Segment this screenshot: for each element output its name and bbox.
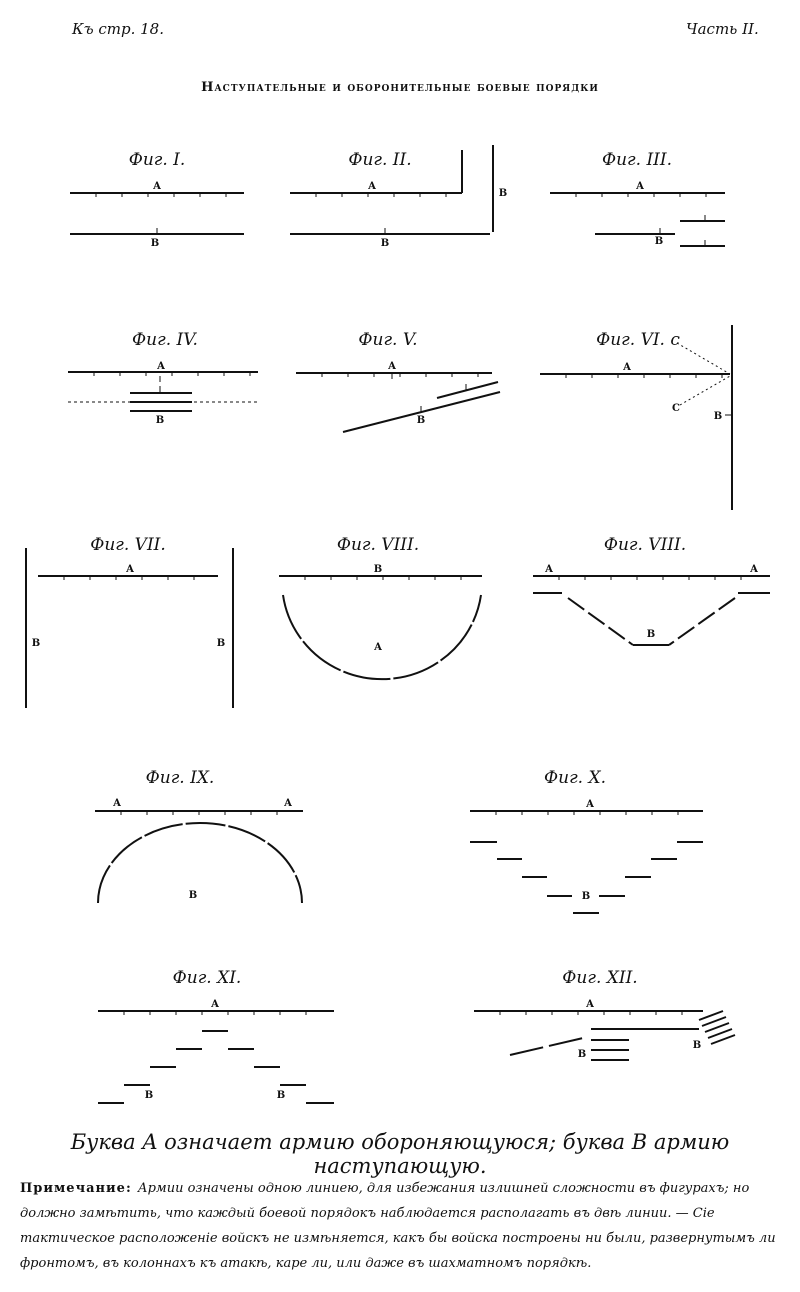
letter-a: A bbox=[388, 361, 396, 372]
letter-b: B bbox=[31, 638, 41, 649]
part-number: Часть II. bbox=[686, 20, 759, 38]
letter-b: B bbox=[646, 629, 656, 640]
figure-label: Фиг. IX. bbox=[145, 768, 215, 788]
letter-a: A bbox=[374, 642, 382, 653]
letter-b: B bbox=[150, 238, 160, 249]
letter-a: A bbox=[623, 362, 631, 373]
figure-label: Фиг. I. bbox=[128, 150, 186, 170]
footnote-label: Примечание: bbox=[20, 1181, 132, 1196]
letter-a: A bbox=[113, 798, 121, 809]
figure-label: Фиг. VIII. bbox=[603, 535, 687, 555]
figure-label: Фиг. VIII. bbox=[336, 535, 420, 555]
figure-8a-diagram bbox=[279, 576, 482, 679]
letter-b: B bbox=[416, 415, 426, 426]
letter-b: B bbox=[713, 411, 723, 422]
letter-a: A bbox=[545, 564, 553, 575]
letter-a: A bbox=[126, 564, 134, 575]
letter-b: B bbox=[216, 638, 226, 649]
letter-b: B bbox=[155, 415, 165, 426]
legend-caption: Буква A означает армию обороняющуюся; буква B армию наступающую. bbox=[70, 1130, 730, 1178]
army-letters bbox=[32, 181, 758, 1101]
letter-b: B bbox=[654, 236, 664, 247]
letter-b: B bbox=[188, 890, 198, 901]
letter-a: A bbox=[157, 361, 165, 372]
letter-c: C bbox=[672, 403, 680, 414]
figure-label: Фиг. V. bbox=[358, 330, 418, 350]
figure-label: Фиг. VII. bbox=[90, 535, 166, 555]
letter-b: B bbox=[373, 564, 383, 575]
figure-label: Фиг. XI. bbox=[172, 968, 242, 988]
footnote bbox=[20, 1176, 782, 1276]
letter-a: A bbox=[586, 999, 594, 1010]
figure-3-diagram bbox=[550, 193, 725, 246]
letter-a: A bbox=[211, 999, 219, 1010]
figure-label: Фиг. II. bbox=[348, 150, 412, 170]
letter-a: A bbox=[368, 181, 376, 192]
figure-5-diagram bbox=[296, 373, 500, 432]
letter-b: B bbox=[380, 238, 390, 249]
footnote-text: Армии означены одною линиею, для избежания излишней сложности въ фигурахъ; но должно замѣтить, что каждый боевой порядокъ наблюдается располагать въ двѣ линии. — Сіе тактическое расположеніе войскъ не измѣняется, какъ бы войска построены ни были, развернутымъ ли фронтомъ, въ колоннахъ къ атакѣ, каре ли, или даже въ шахматномъ порядкѣ. bbox=[20, 1181, 776, 1271]
figure-9-diagram bbox=[95, 811, 303, 903]
page-reference: Къ стр. 18. bbox=[72, 20, 164, 38]
figure-label: Фиг. IV. bbox=[132, 330, 198, 350]
letter-b: B bbox=[577, 1049, 587, 1060]
plate-title: Наступательные и оборонительные боевые порядки bbox=[201, 80, 599, 95]
letter-a: A bbox=[153, 181, 161, 192]
figure-labels bbox=[90, 150, 686, 988]
figure-6-diagram bbox=[540, 325, 732, 510]
figure-12-diagram bbox=[474, 1011, 735, 1060]
figure-label: Фиг. X. bbox=[544, 768, 606, 788]
letter-a: A bbox=[586, 799, 594, 810]
letter-b: B bbox=[498, 188, 508, 199]
letter-a: A bbox=[636, 181, 644, 192]
letter-b: B bbox=[144, 1090, 154, 1101]
figure-11-diagram bbox=[98, 1011, 334, 1103]
figure-label: Фиг. XII. bbox=[562, 968, 638, 988]
letter-b: B bbox=[276, 1090, 286, 1101]
letter-b: B bbox=[581, 891, 591, 902]
figure-1-diagram bbox=[70, 193, 244, 234]
letter-b: B bbox=[692, 1040, 702, 1051]
figure-4-diagram bbox=[68, 372, 258, 411]
tick-marks bbox=[64, 193, 741, 1015]
letter-a: A bbox=[284, 798, 292, 809]
letter-a: A bbox=[750, 564, 758, 575]
figure-label: Фиг. VI. c bbox=[596, 330, 680, 350]
figure-label: Фиг. III. bbox=[601, 150, 673, 170]
